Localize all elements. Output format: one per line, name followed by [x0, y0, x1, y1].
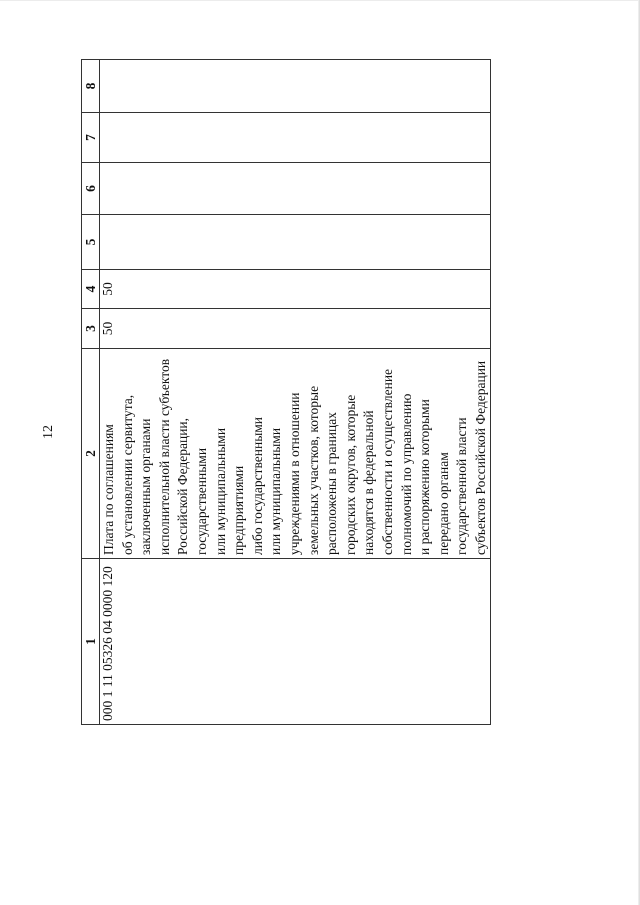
name-line: и распоряжению которыми: [417, 399, 433, 555]
scan-edge-top: [0, 0, 640, 1]
name-line: учреждениями в отношении: [286, 392, 302, 555]
header-col-3: 3: [82, 309, 100, 349]
name-line: расположены в границах: [324, 412, 340, 555]
col3-value-cell: 50: [100, 309, 491, 349]
name-line: Российской Федерации,: [175, 417, 191, 555]
name-line: исполнительной власти субъектов: [156, 358, 172, 555]
col8-value-cell: [100, 60, 491, 113]
col5-value-cell: [100, 215, 491, 270]
name-line: земельных участков, которые: [305, 385, 321, 555]
name-line: заключенным органами: [138, 418, 154, 555]
revenue-table: [81, 59, 491, 725]
table-row: [100, 60, 491, 725]
name-line: субъектов Российской Федерации: [472, 360, 488, 555]
budget-code-cell: 000 1 11 05326 04 0000 120: [100, 559, 491, 725]
page-number: 12: [41, 425, 56, 439]
header-col-6: 6: [82, 163, 100, 215]
rotated-table-region: [81, 60, 488, 725]
name-line: Плата по соглашениям: [101, 424, 116, 555]
name-line: собственности и осуществление: [379, 368, 395, 555]
name-line: передано органам: [435, 452, 451, 555]
header-col-1: 1: [82, 559, 100, 725]
header-col-4: 4: [82, 270, 100, 309]
revenue-name-cell: [100, 349, 491, 559]
name-line: государственными: [193, 447, 209, 555]
name-line: городских округов, которые: [342, 394, 358, 555]
header-col-7: 7: [82, 113, 100, 163]
col4-value-cell: 50: [100, 270, 491, 309]
name-line: предприятиями: [231, 465, 247, 555]
data-table: [81, 60, 488, 725]
name-line: полномочий по управлению: [398, 393, 414, 555]
name-line: находятся в федеральной: [361, 410, 377, 555]
header-col-5: 5: [82, 215, 100, 270]
header-col-8: 8: [82, 60, 100, 113]
name-line: или муниципальными: [268, 427, 284, 555]
header-row: [82, 60, 100, 725]
name-line: или муниципальными: [212, 427, 228, 555]
name-line: либо государственными: [249, 416, 265, 555]
col6-value-cell: [100, 163, 491, 215]
name-line: государственной власти: [454, 417, 470, 555]
name-line: об установлении сервитута,: [119, 394, 135, 555]
col7-value-cell: [100, 113, 491, 163]
header-col-2: 2: [82, 349, 100, 559]
